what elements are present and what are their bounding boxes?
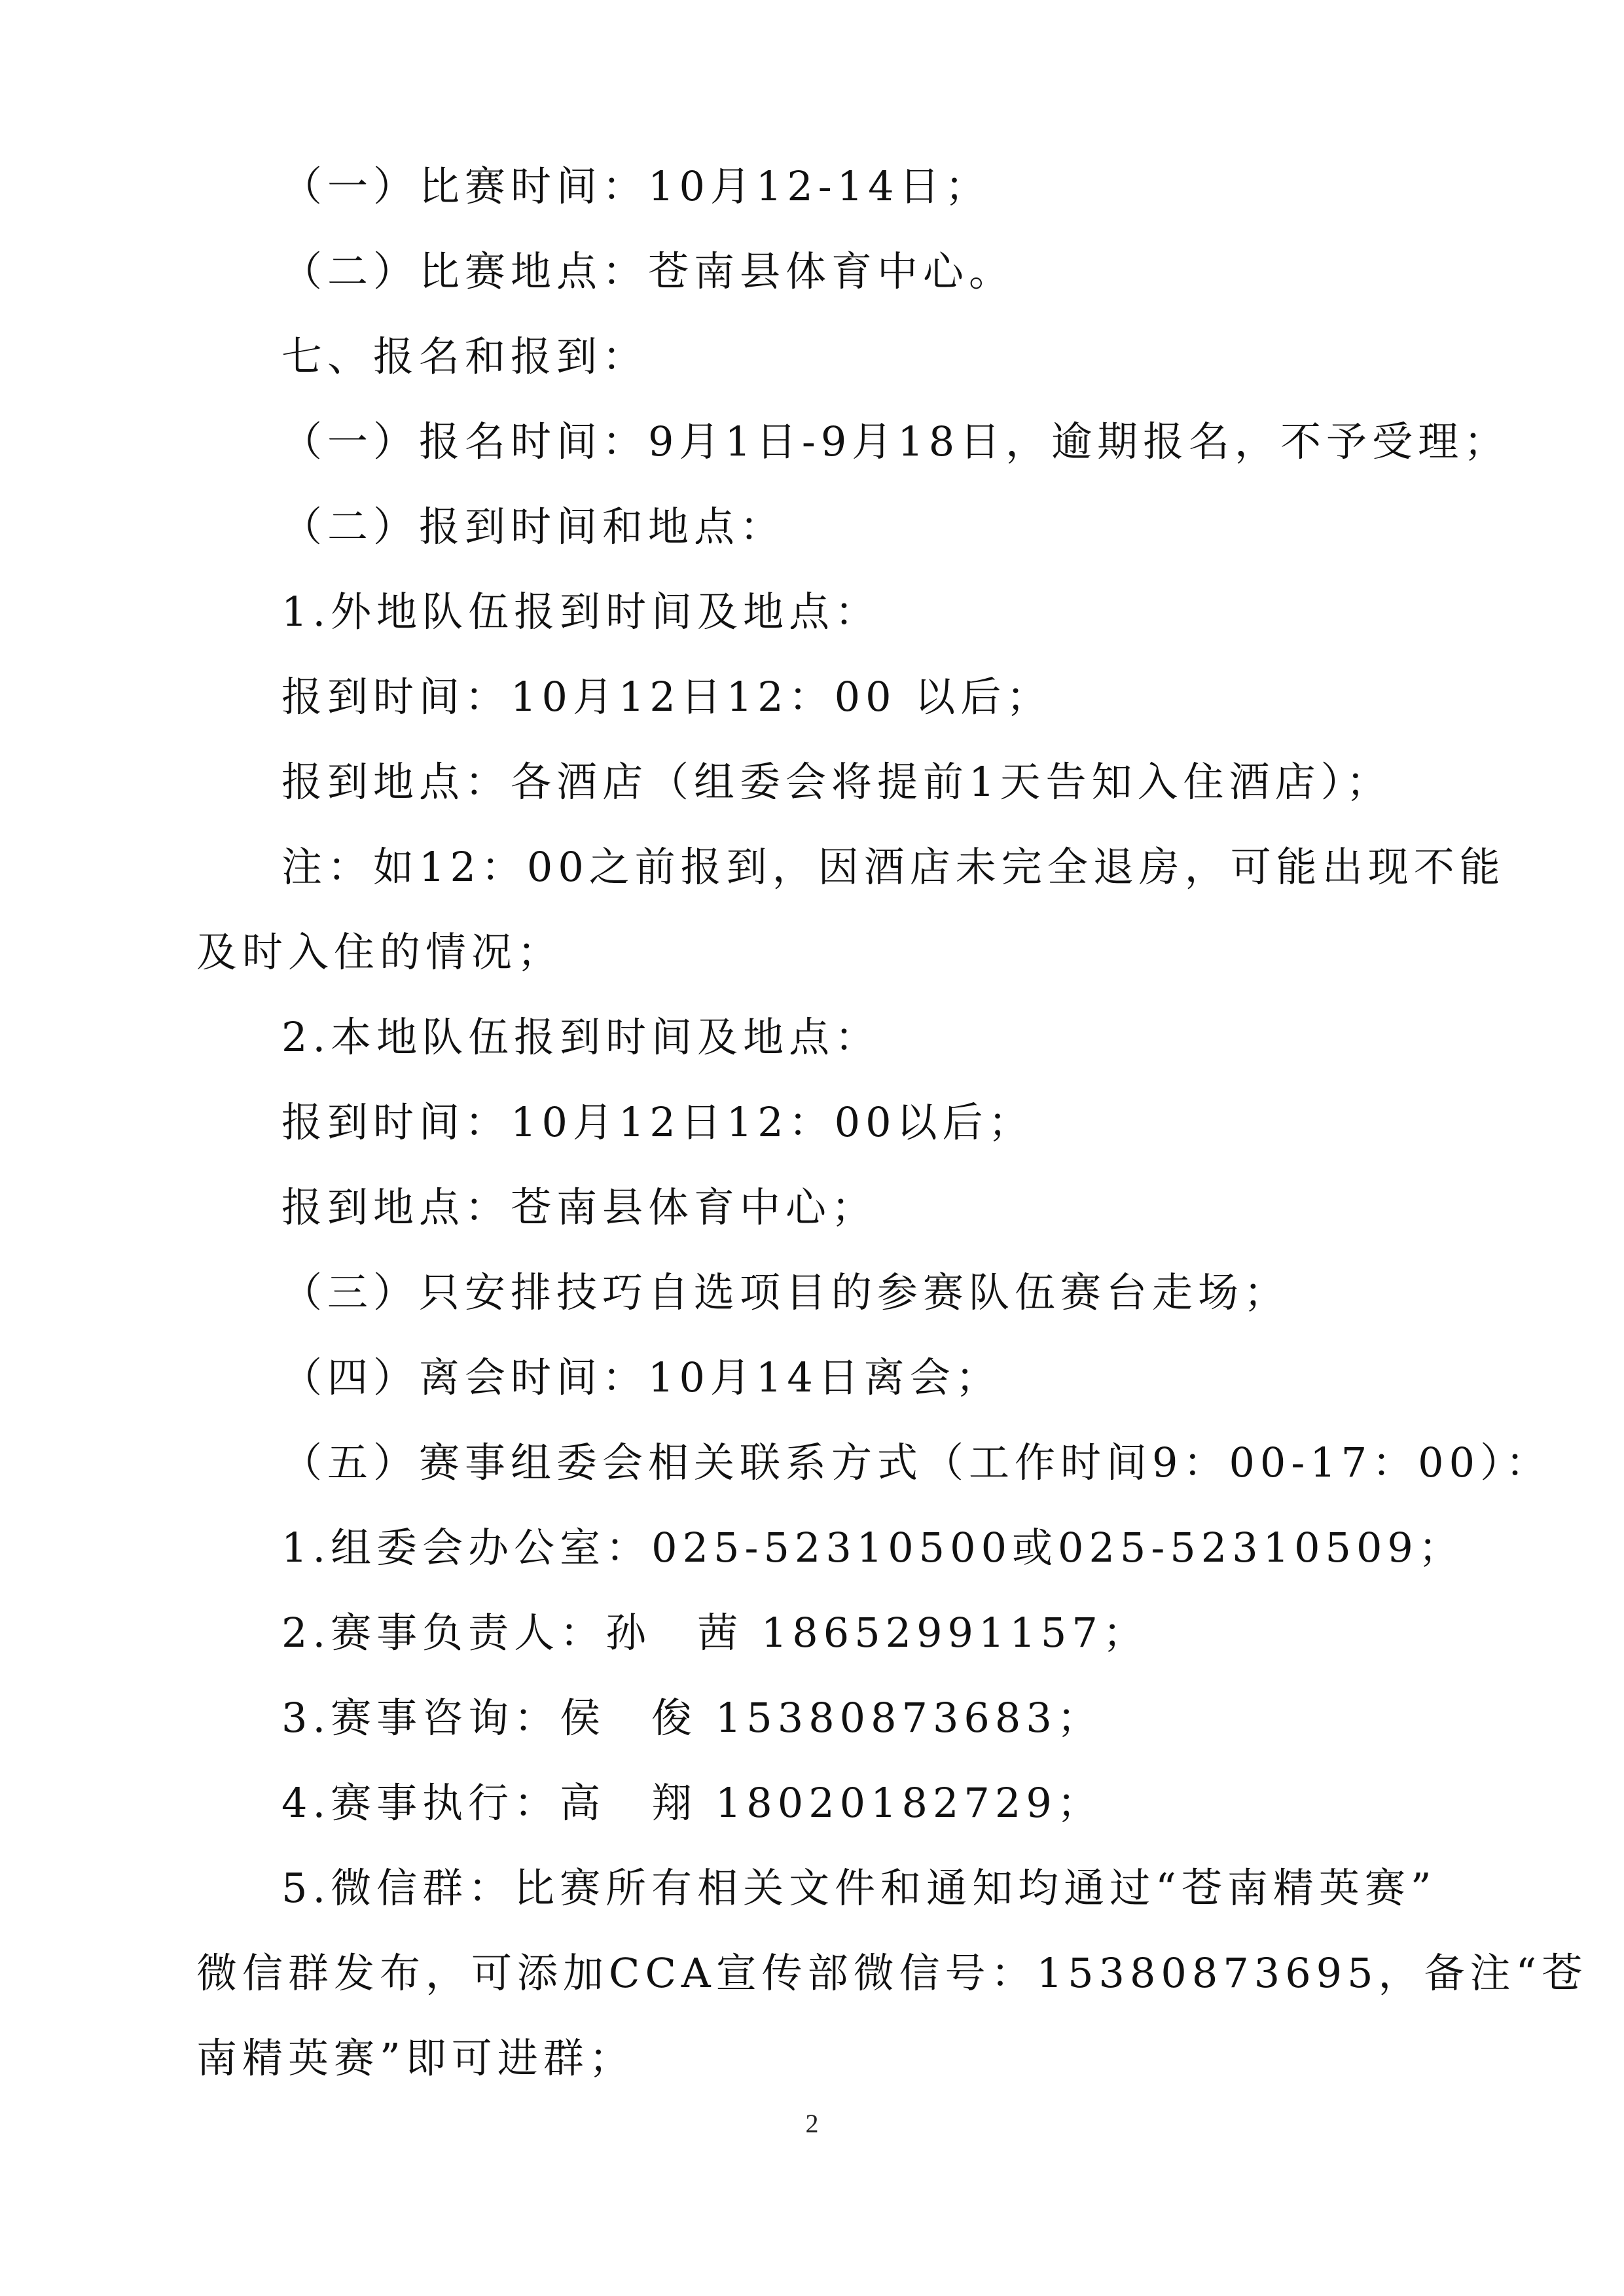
registration-period-line: （一）报名时间：9月1日-9月18日，逾期报名，不予受理； bbox=[281, 418, 1510, 465]
outside-check-in-time: 报到时间：10月12日12：00 以后； bbox=[281, 673, 1053, 721]
local-teams-heading: 2.本地队伍报到时间及地点： bbox=[281, 1013, 881, 1061]
note-continuation: 及时入住的情况； bbox=[196, 928, 564, 976]
venue-line: （二）比赛地点：苍南县体育中心。 bbox=[281, 247, 1015, 295]
departure-line: （四）离会时间：10月14日离会； bbox=[281, 1354, 1001, 1401]
execution-contact-line: 4.赛事执行：高 翔 18020182729； bbox=[281, 1779, 1103, 1827]
office-contact-line: 1.组委会办公室：025-52310500或025-52310509； bbox=[281, 1524, 1464, 1571]
section-heading-registration: 七、报名和报到： bbox=[281, 332, 649, 380]
manager-contact-line: 2.赛事负责人：孙 茜 18652991157； bbox=[281, 1609, 1149, 1657]
outside-teams-heading: 1.外地队伍报到时间及地点： bbox=[281, 588, 881, 636]
page-number: 2 bbox=[805, 2109, 819, 2138]
contacts-heading: （五）赛事组委会相关联系方式（工作时间9：00-17：00）： bbox=[281, 1439, 1552, 1486]
schedule-time-line: （一）比赛时间：10月12-14日； bbox=[281, 162, 991, 210]
wechat-group-continuation-2: 南精英赛”即可进群； bbox=[196, 2034, 635, 2082]
consulting-contact-line: 3.赛事咨询：侯 俊 15380873683； bbox=[281, 1694, 1103, 1742]
local-check-in-time: 报到时间：10月12日12：00以后； bbox=[281, 1098, 1034, 1146]
check-in-heading: （二）报到时间和地点： bbox=[281, 503, 786, 550]
local-check-in-place: 报到地点：苍南县体育中心； bbox=[281, 1183, 878, 1231]
note-line: 注：如12：00之前报到，因酒店未完全退房，可能出现不能 bbox=[281, 843, 1506, 891]
outside-check-in-place: 报到地点：各酒店（组委会将提前1天告知入住酒店）； bbox=[281, 758, 1392, 806]
wechat-group-continuation-1: 微信群发布，可添加CCA宣传部微信号：15380873695，备注“苍 bbox=[196, 1949, 1588, 1997]
stage-walkthrough-line: （三）只安排技巧自选项目的参赛队伍赛台走场； bbox=[281, 1268, 1290, 1316]
wechat-group-line: 5.微信群：比赛所有相关文件和通知均通过“苍南精英赛” bbox=[281, 1864, 1437, 1912]
